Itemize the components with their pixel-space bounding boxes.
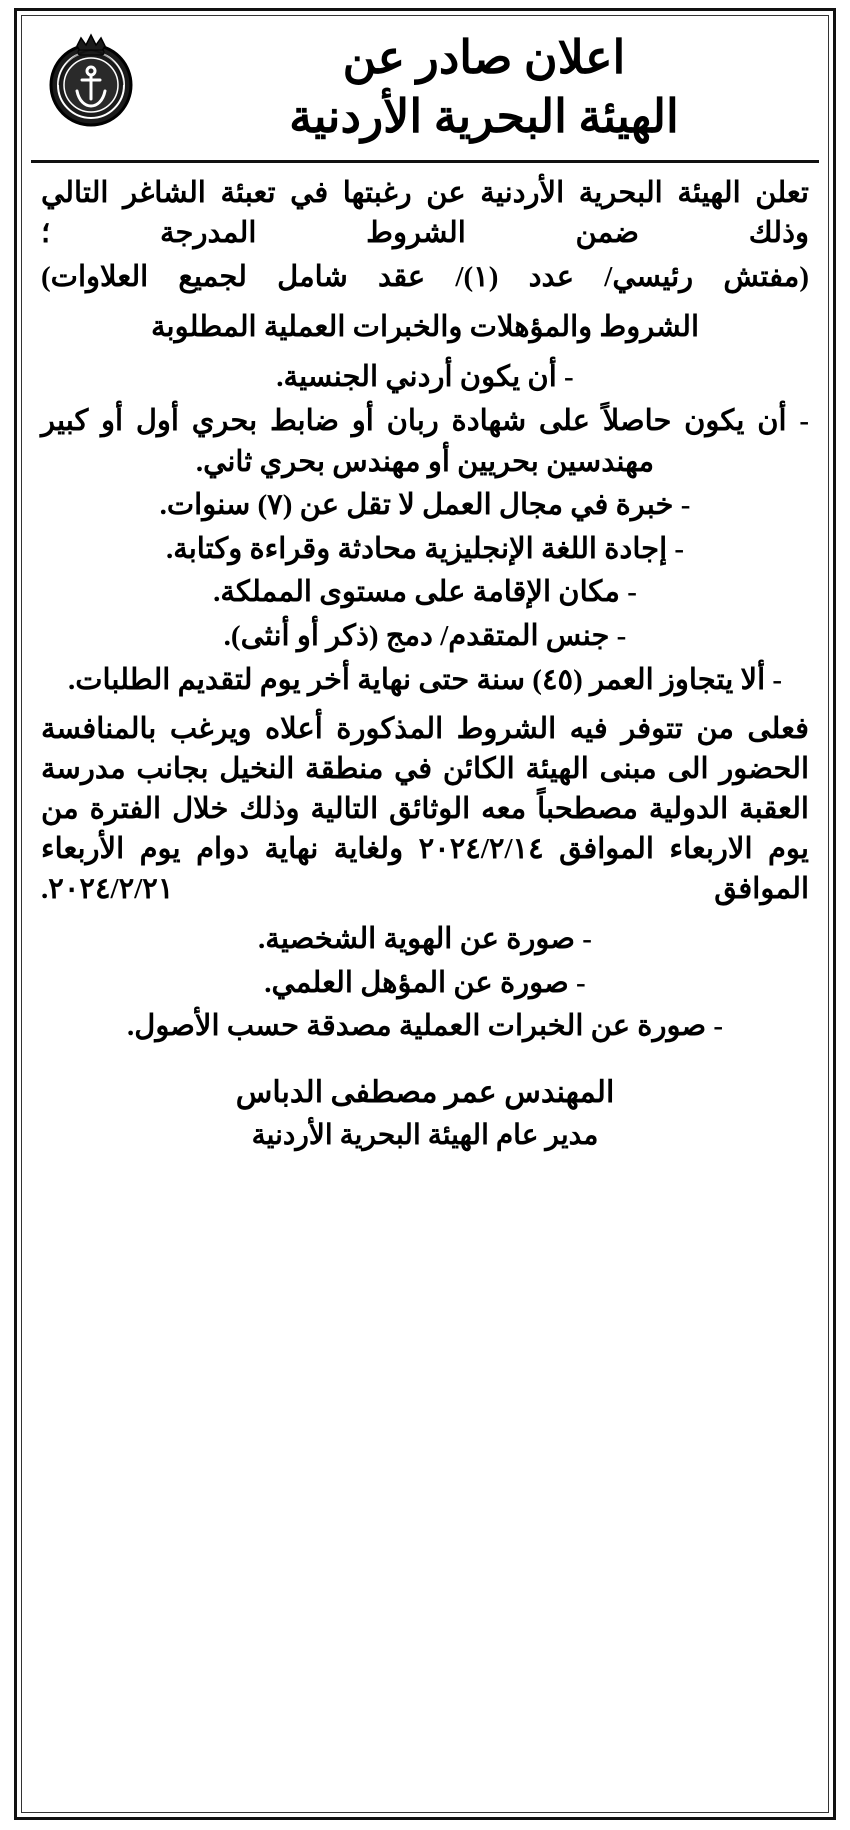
advertisement-header	[27, 17, 823, 150]
signatory-name: المهندس عمر مصطفى الدباس	[235, 1075, 615, 1109]
condition-item: - خبرة في مجال العمل لا تقل عن (٧) سنوات.	[159, 489, 691, 522]
intro-paragraph-2: (مفتش رئيسي/ عدد (١)/ عقد شامل لجميع العلاوات)	[41, 261, 809, 294]
advertisement-body	[27, 163, 823, 1155]
condition-item: - أن يكون أردني الجنسية.	[276, 361, 574, 394]
instructions-paragraph: فعلى من تتوفر فيه الشروط المذكورة أعلاه ويرغب بالمنافسة الحضور الى مبنى الهيئة الكائن في منطقة النخيل بجانب مدرسة العقبة الدولية مصطحباً معه الوثائق التالية وذلك خلال الفترة من يوم الاربعاء الموافق ٢٠٢٤/٢/١٤ ولغاية نهاية دوام يوم الأربعاء الموافق ٢٠٢٤/٢/٢١.	[41, 713, 809, 906]
section-title-requirements: الشروط والمؤهلات والخبرات العملية المطلوبة	[150, 311, 700, 344]
required-document-item: - صورة عن الهوية الشخصية.	[258, 923, 592, 956]
advertisement-title-line-1: اعلان صادر عن	[342, 32, 626, 83]
required-document-item: - صورة عن الخبرات العملية مصدقة حسب الأصول.	[127, 1010, 723, 1043]
condition-item: - ألا يتجاوز العمر (٤٥) سنة حتى نهاية أخر يوم لتقديم الطلبات.	[67, 663, 783, 696]
header-titles	[157, 27, 811, 146]
required-document-item: - صورة عن المؤهل العلمي.	[264, 966, 586, 999]
condition-item: - جنس المتقدم/ دمج (ذكر أو أنثى).	[223, 619, 627, 652]
intro-paragraph-1: تعلن الهيئة البحرية الأردنية عن رغبتها في تعبئة الشاغر التالي وذلك ضمن الشروط المدرجة ؛	[41, 177, 809, 250]
condition-item: - أن يكون حاصلاً على شهادة ربان أو ضابط بحري أول أو كبير مهندسين بحريين أو مهندس بحري ثاني.	[41, 404, 809, 478]
jordanian-navy-crest-icon	[39, 29, 143, 133]
condition-item: - إجادة اللغة الإنجليزية محادثة وقراءة وكتابة.	[165, 532, 685, 565]
signatory-role: مدير عام الهيئة البحرية الأردنية	[251, 1120, 599, 1152]
advertisement-frame	[14, 8, 836, 1820]
signature-block	[41, 1073, 809, 1155]
advertisement-title-line-2: الهيئة البحرية الأردنية	[289, 90, 679, 142]
condition-item: - مكان الإقامة على مستوى المملكة.	[213, 576, 637, 609]
